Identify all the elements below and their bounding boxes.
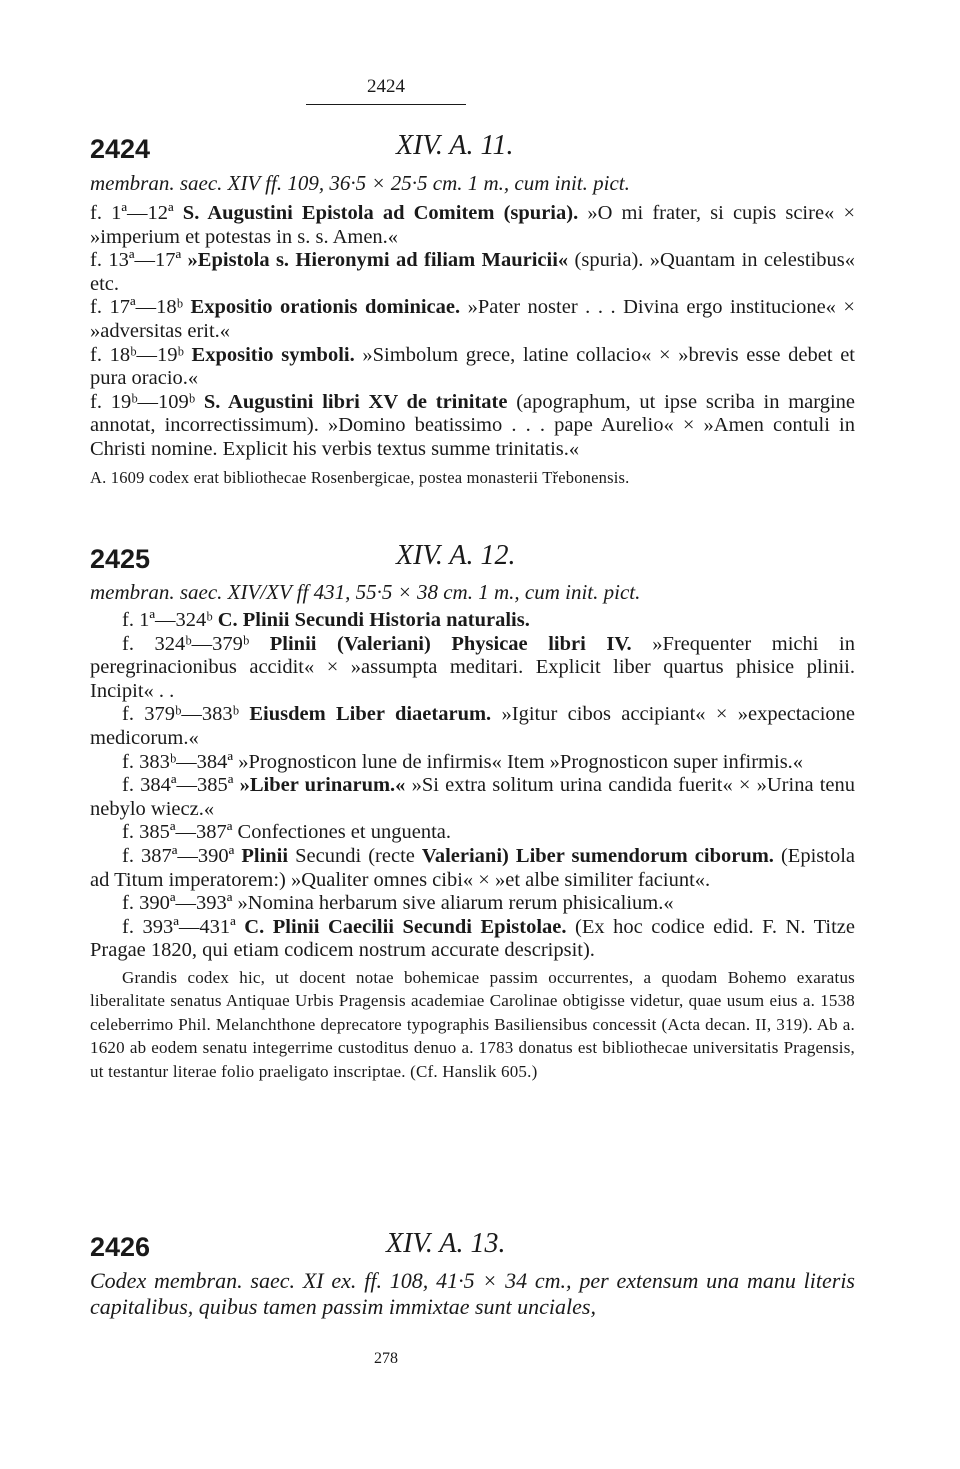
content-item xyxy=(90,703,855,750)
item-text: »Prognosticon lune de infirmis« Item »Prognosticon super infirmis.« xyxy=(238,750,804,773)
item-text: »O mi frater, si cupis scire« × »imperium et potestas in s. s. Amen.« xyxy=(90,202,856,248)
content-item xyxy=(90,609,855,633)
folio-range: f. 1ª—12ª xyxy=(90,202,174,224)
content-item xyxy=(90,774,855,821)
item-text: (apographum, ut ipse scriba in margine annotat, incorrectissimum). »Domino beatissimo . . . pape Aurelio« × »Amen contuli in Christi nomine. Explicit his verbis textus summe trinitatis.« xyxy=(90,390,856,460)
item-title: Plinii (Valeriani) Physicae libri IV. xyxy=(269,632,632,655)
folio-range: f. 13ª—17ª xyxy=(90,249,182,272)
item-text: »Frequenter michi in peregrinacionibus accidit« × »assumpta meditari. Explicit liber quartus phisice plinii. Incipit« . . xyxy=(90,632,855,702)
item-title: C. Plinii Caecilii Secundi Epistolae. xyxy=(244,915,567,938)
item-title: Eiusdem Liber diaetarum. xyxy=(249,703,492,726)
entry-header xyxy=(90,1228,855,1268)
entry-2424 xyxy=(90,130,855,489)
folio-range: f. 387ª—390ª xyxy=(122,844,235,867)
content-item xyxy=(90,751,855,775)
content-item xyxy=(90,892,855,916)
item-text: (Ex hoc codice edid. F. N. Titze Pragae 1820, qui etiam codicem nostrum accurate descripsit). xyxy=(90,915,856,962)
item-text: Secundi (recte xyxy=(295,844,415,867)
content-item xyxy=(90,296,855,343)
item-title: Plinii xyxy=(241,844,289,867)
folio-range: f. 1ª—324ᵇ xyxy=(122,609,213,631)
entry-header xyxy=(90,540,855,580)
folio-range: f. 18ᵇ—19ᵇ xyxy=(90,343,184,366)
shelfmark: XIV. A. 12. xyxy=(396,540,516,571)
item-title: S. Augustini Epistola ad Comitem (spuria). xyxy=(182,202,579,224)
folio-range: f. 384ª—385ª xyxy=(122,774,234,797)
item-title: »Liber urinarum.« xyxy=(239,774,406,797)
provenance-note: A. 1609 codex erat bibliothecae Rosenbergicae, postea monasterii Třebonensis. xyxy=(90,467,630,487)
item-title: Valeriani) Liber sumendorum ciborum. xyxy=(421,844,774,867)
shelfmark: XIV. A. 13. xyxy=(386,1228,506,1259)
content-item xyxy=(90,249,855,296)
codex-description: membran. saec. XIV ff. 109, 36·5 × 25·5 cm. 1 m., cum init. pict. xyxy=(90,171,630,195)
contents-list xyxy=(90,609,855,963)
running-head: 2424 xyxy=(306,76,466,105)
content-item xyxy=(90,845,855,892)
provenance-note: Grandis codex hic, ut docent notae bohemicae passim occurrentes, a quodam Bohemo exaratus liberalitate senatus Antiquae Urbis Pragensis academiae Carolinae obtigisse videtur, quae usum eius a. 1538 celeberrimo Phil. Melanchthone deprecatore typographis Basiliensibus concessit (Acta decan. II, 319). Ab a. 1620 ab eodem senatu integerrime custoditus denuo a. 1783 donatus est bibliothecae universitatis Pragensis, ut testantur literae folio praeligato inscriptae. (Cf. Hanslik 605.) xyxy=(90,967,855,1081)
item-text: (Epistola ad Titum imperatorem:) »Qualiter omnes cibi« × »et albe similiter faciunt«. xyxy=(90,844,855,891)
entry-header xyxy=(90,130,855,170)
codex-description: Codex membran. saec. XI ex. ff. 108, 41·5 × 34 cm., per extensum una manu literis capitalibus, quibus tamen passim immixtae sunt unciales, xyxy=(90,1268,855,1319)
entry-number: 2425 xyxy=(90,544,151,574)
folio-range: f. 390ª—393ª xyxy=(122,892,233,915)
item-text: »Pater noster . . . Divina ergo institucione« × »adversitas erit.« xyxy=(90,296,855,342)
content-item xyxy=(90,344,855,391)
entry-2425 xyxy=(90,540,855,1083)
item-text: »Igitur cibos accipiant« × »expectacione medicorum.« xyxy=(90,703,855,749)
content-item xyxy=(90,391,855,462)
item-title: »Epistola s. Hieronymi ad filiam Mauricii« xyxy=(187,249,569,272)
contents-list xyxy=(90,202,855,462)
item-title: S. Augustini libri XV de trinitate xyxy=(203,390,508,413)
item-text: »Nomina herbarum sive aliarum rerum phisicalium.« xyxy=(237,892,674,915)
item-text: Confectiones et unguenta. xyxy=(237,821,451,844)
content-item xyxy=(90,633,855,704)
entry-number: 2424 xyxy=(90,134,151,164)
item-text: »Si extra solitum urina candida fuerit« × »Urina tenu nebylo wiecz.« xyxy=(90,774,856,820)
folio-range: f. 17ª—18ᵇ xyxy=(90,296,183,319)
folio-range: f. 393ª—431ª xyxy=(122,915,236,938)
content-item xyxy=(90,916,855,963)
folio-range: f. 385ª—387ª xyxy=(122,821,233,844)
folio-range: f. 19ᵇ—109ᵇ xyxy=(90,390,196,413)
content-item xyxy=(90,821,855,845)
entry-number: 2426 xyxy=(90,1232,151,1262)
folio-range: f. 324ᵇ—379ᵇ xyxy=(122,632,250,655)
item-title: Expositio orationis dominicae. xyxy=(190,296,461,319)
page-number: 278 xyxy=(374,1350,398,1367)
folio-range: f. 383ᵇ—384ª xyxy=(122,750,234,773)
folio-range: f. 379ᵇ—383ᵇ xyxy=(122,703,239,726)
item-title: Expositio symboli. xyxy=(191,343,355,366)
item-text: (spuria). »Quantam in celestibus« etc. xyxy=(90,249,856,295)
entry-2426 xyxy=(90,1228,855,1320)
item-text: »Simbolum grece, latine collacio« × »brevis esse debet et pura oracio.« xyxy=(90,343,855,390)
codex-description: membran. saec. XIV/XV ff 431, 55·5 × 38 cm. 1 m., cum init. pict. xyxy=(90,580,641,604)
item-title: C. Plinii Secundi Historia naturalis. xyxy=(217,609,530,631)
content-item xyxy=(90,202,855,249)
shelfmark: XIV. A. 11. xyxy=(396,130,514,161)
